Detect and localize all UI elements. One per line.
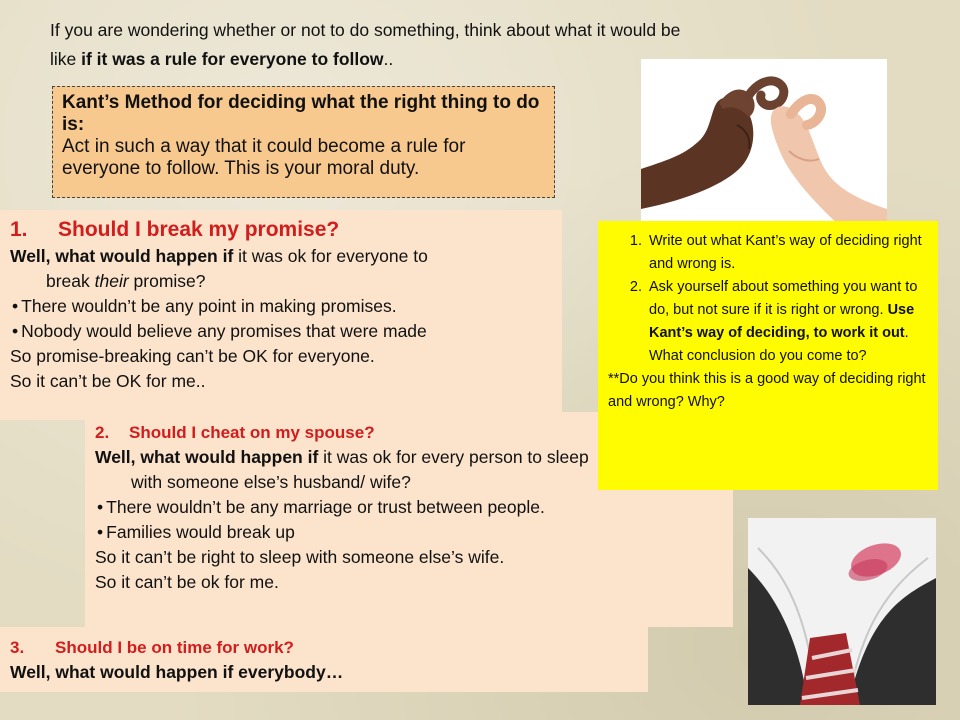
question-1-lead2-italic: their (94, 271, 129, 291)
kant-method-box (52, 86, 555, 198)
intro-line-2-bold: if it was a rule for everyone to follow (81, 49, 384, 69)
question-1-lead-bold: Well, what would happen if (10, 246, 234, 266)
question-1-title (10, 216, 552, 244)
question-1-panel (0, 210, 562, 420)
question-1-lead-rest: it was ok for everyone to (233, 246, 428, 266)
intro-line-2-pre: like (50, 49, 82, 69)
task-item-1: 1. Write out what Kant’s way of deciding right and wrong is. (646, 230, 928, 276)
task-extra-question: **Do you think this is a good way of deciding right and wrong? Why? (608, 371, 926, 410)
lipstick-collar-illustration (748, 518, 936, 705)
question-3-lead (10, 660, 638, 685)
question-2-lead-bold: Well, what would happen if (95, 447, 319, 467)
kant-method-heading: Kant’s Method for deciding what the right thing to do is: (62, 92, 540, 135)
task-list (608, 230, 928, 368)
task-item-2-bold: Use Kant’s way of deciding, to work it out (649, 302, 915, 341)
question-1-bullet-1: • There wouldn’t be any point in making promises. (10, 294, 552, 319)
question-2-conclusion-1: So it can’t be right to sleep with someone else’s wife. (95, 547, 505, 567)
task-item-2 (646, 276, 928, 368)
question-1-lead2-pre: break (46, 271, 95, 291)
question-3-panel (0, 627, 648, 692)
question-3-title (10, 635, 638, 660)
question-1-conclusion-1: So promise-breaking can’t be OK for everyone. (10, 346, 375, 366)
task-box (598, 221, 938, 490)
question-1-bullet-2: • Nobody would believe any promises that were made (10, 319, 552, 344)
question-1-lead (10, 244, 552, 269)
question-1-lead-2 (10, 269, 552, 294)
lipstick-collar-image (748, 518, 936, 705)
question-2-conclusion-2: So it can’t be ok for me. (95, 572, 279, 592)
question-1-lead2-post: promise? (128, 271, 206, 291)
question-2-lead-rest: it was ok for every person to sleep (318, 447, 589, 467)
question-3-text: Should I be on time for work? (55, 638, 294, 657)
question-1-number: 1. (10, 218, 28, 241)
question-2-lead-2: with someone else’s husband/ wife? (131, 472, 411, 492)
task-item-2-post: . What conclusion do you come to? (649, 325, 909, 364)
question-3-number: 3. (10, 638, 25, 657)
question-2-bullet-1: • There wouldn’t be any marriage or trust between people. (95, 495, 723, 520)
pinky-promise-image (641, 59, 887, 227)
kant-method-body: Act in such a way that it could become a rule for everyone to follow. This is your moral duty. (62, 136, 466, 179)
task-item-2-pre: Ask yourself about something you want to do, but not sure if it is right or wrong. (649, 279, 918, 318)
question-2-text: Should I cheat on my spouse? (129, 423, 375, 442)
intro-line-1: If you are wondering whether or not to do something, think about what it would be (50, 20, 681, 40)
question-2-bullet-2: • Families would break up (95, 520, 723, 545)
question-2-number: 2. (95, 423, 110, 442)
question-1-conclusion-2: So it can’t be OK for me.. (10, 371, 206, 391)
question-1-text: Should I break my promise? (58, 218, 340, 241)
question-3-lead-bold: Well, what would happen if everybody… (10, 662, 344, 682)
intro-line-2-post: .. (383, 49, 394, 69)
pinky-promise-illustration (641, 59, 887, 227)
